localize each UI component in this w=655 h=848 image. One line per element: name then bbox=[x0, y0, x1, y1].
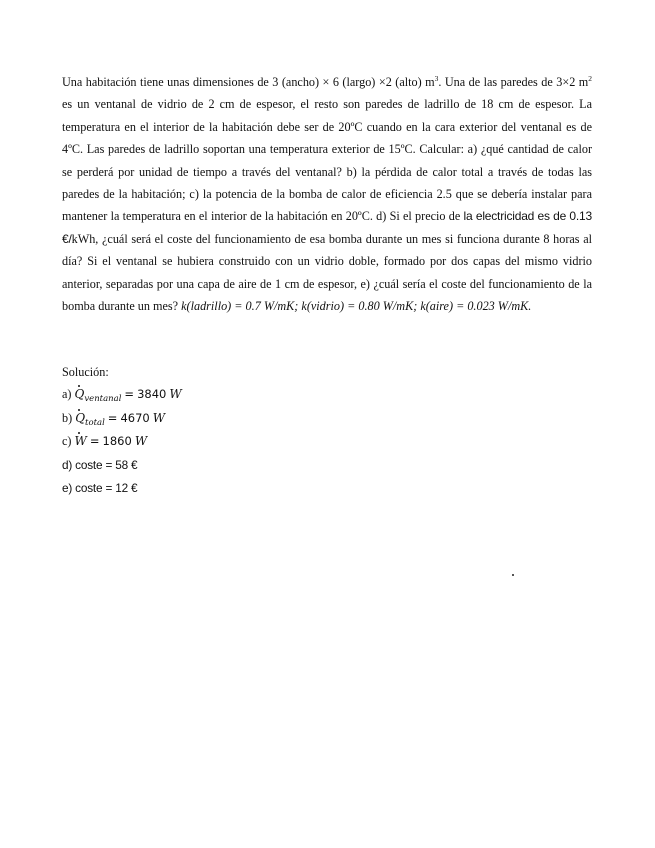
problem-text-2: . Una de las paredes de 3×2 m bbox=[438, 75, 589, 89]
solution-b-label: b) bbox=[62, 410, 73, 425]
solution-b-unit: W bbox=[152, 410, 166, 425]
solution-b-symbol: Q bbox=[75, 407, 85, 431]
problem-text-4: kWh, ¿cuál será el coste del funcionamiento de esa bomba durante un mes si funciona durante 8 horas al día? Si el ventanal se hubiera construido con un vidrio doble, formado por dos capas del mismo vidrio anterior, separadas por una capa de aire de 1 cm de espesor, e) ¿cuál sería el coste del funcionamiento de la bomba durante un mes? bbox=[62, 231, 592, 314]
solution-d: d) coste = 58 € bbox=[62, 457, 138, 472]
solution-a-value: 3840 bbox=[137, 387, 167, 401]
solution-b-equals: = bbox=[107, 410, 118, 425]
solution-block bbox=[62, 361, 462, 501]
solution-c-equals: = bbox=[89, 434, 100, 448]
solution-title: Solución: bbox=[62, 365, 109, 379]
problem-text-electricity: la electricidad es de 0.13 €/ bbox=[62, 209, 592, 246]
solution-a-symbol: Q bbox=[75, 383, 85, 407]
problem-text-1: Una habitación tiene unas dimensiones de 3 (ancho) × 6 (largo) ×2 (alto) m bbox=[62, 75, 435, 89]
solution-a-subscript: ventanal bbox=[84, 394, 122, 404]
solution-c-label: c) bbox=[62, 434, 72, 448]
solution-b-value: 4670 bbox=[120, 410, 150, 425]
problem-statement bbox=[62, 71, 592, 317]
solution-c-value: 1860 bbox=[102, 434, 132, 448]
square-superscript: 2 bbox=[588, 74, 592, 83]
solution-b-subscript: total bbox=[85, 417, 105, 428]
solution-b bbox=[62, 407, 462, 431]
problem-text-3: es un ventanal de vidrio de 2 cm de espesor, el resto son paredes de ladrillo de 18 cm de espesor. La temperatura en el interior de la habitación debe ser de 20ºC cuando en la cara exterior del ventanal es de 4ºC. Las paredes de ladrillo soportan una temperatura exterior de 15ºC. Calcular: a) ¿qué cantidad de calor se perderá por unidad de tiempo a través del ventanal? b) la pérdida de calor total a través de todas las paredes de la habitación; c) la potencia de la bomba de calor de eficiencia 2.5 que se debería instalar para mantener la temperatura en el interior de la habitación en 20ºC. d) Si el precio de bbox=[62, 97, 592, 224]
solution-a-equals: = bbox=[124, 387, 135, 401]
solution-a bbox=[62, 383, 462, 407]
stray-mark bbox=[512, 574, 514, 576]
solution-c-unit: W bbox=[134, 434, 148, 448]
solution-e: e) coste = 12 € bbox=[62, 481, 138, 495]
solution-a-label: a) bbox=[62, 387, 72, 401]
solution-c-symbol: W bbox=[75, 430, 87, 454]
solution-c bbox=[62, 430, 462, 454]
solution-a-unit: W bbox=[169, 387, 182, 401]
cubic-superscript: 3 bbox=[434, 74, 439, 83]
conductivity-constants: k(ladrillo) = 0.7 W/mK; k(vidrio) = 0.80 W/mK; k(aire) = 0.023 W/mK. bbox=[181, 299, 532, 314]
